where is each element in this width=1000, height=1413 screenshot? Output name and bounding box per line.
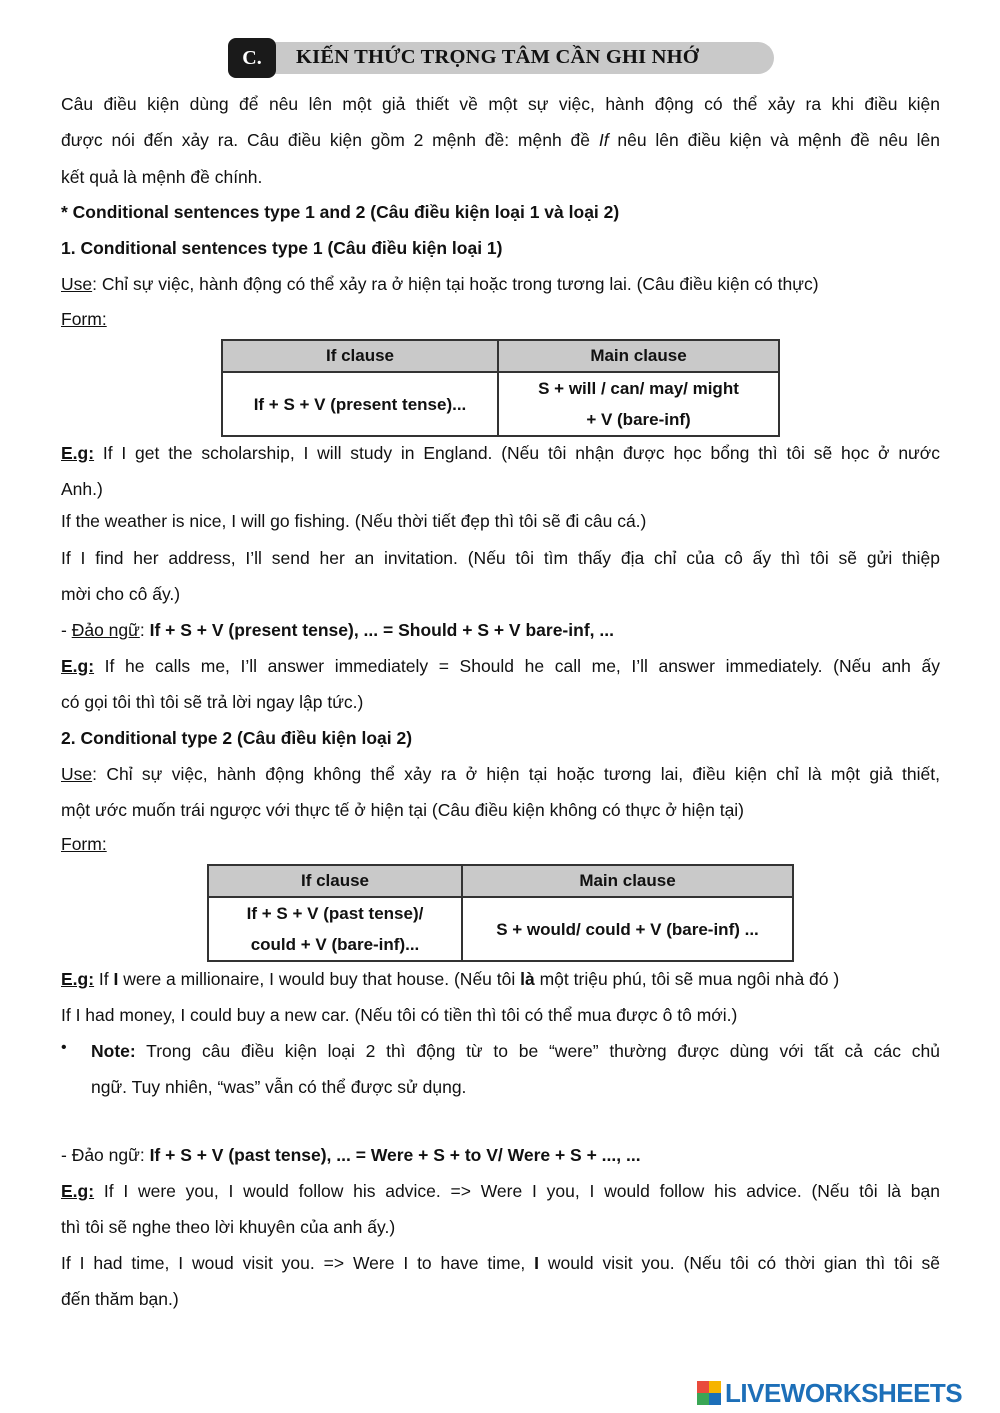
type2-note: Note: Trong câu điều kiện loại 2 thì động từ to be “were” thường được dùng với tất cả các chủ [91, 1041, 940, 1061]
table-header-if: If clause [208, 865, 462, 897]
if-clause-cell: If + S + V (past tense)/ could + V (bare-inf)... [208, 897, 462, 961]
type2-example-1: E.g: If I were a millionaire, I would buy that house. (Nếu tôi là một triệu phú, tôi sẽ mua ngôi nhà đó ) [61, 969, 840, 989]
type2-form-table [207, 864, 794, 962]
type1-inversion-example: E.g: If he calls me, I’ll answer immediately = Should he call me, I’ll answer immediately. (Nếu anh ấy [61, 656, 940, 676]
watermark-text: LIVEWORKSHEETS [725, 1377, 963, 1408]
note-bullet: • [61, 1039, 67, 1056]
type2-inversion-example-1-cont: thì tôi sẽ nghe theo lời khuyên của anh ấy.) [61, 1217, 396, 1237]
section-header [228, 38, 776, 78]
type2-inversion-rule: - Đảo ngữ: If + S + V (past tense), ... = Were + S + to V/ Were + S + ..., ... [61, 1145, 641, 1165]
table-header-if: If clause [222, 340, 498, 372]
liveworksheets-logo-icon [697, 1381, 721, 1405]
type1-form-label: Form: [61, 309, 107, 329]
section-heading: * Conditional sentences type 1 and 2 (Câu điều kiện loại 1 và loại 2) [61, 202, 620, 222]
type1-heading: 1. Conditional sentences type 1 (Câu điều kiện loại 1) [61, 238, 503, 258]
type1-example-1: E.g: If I get the scholarship, I will study in England. (Nếu tôi nhận được học bổng thì tôi sẽ học ở nước [61, 443, 940, 463]
if-clause-cell: If + S + V (present tense)... [222, 372, 498, 436]
type1-form-table [221, 339, 780, 437]
section-title: KIẾN THỨC TRỌNG TÂM CẦN GHI NHỚ [296, 46, 699, 68]
type2-use: Use: Chỉ sự việc, hành động không thể xảy ra ở hiện tại hoặc tương lai, điều kiện chỉ là một giả thiết, [61, 764, 940, 784]
table-header-row [222, 340, 779, 372]
type1-example-3-cont: mời cho cô ấy.) [61, 584, 181, 604]
type2-use-cont: một ước muốn trái ngược với thực tế ở hiện tại (Câu điều kiện không có thực ở hiện tại) [61, 800, 745, 820]
table-header-main: Main clause [462, 865, 793, 897]
type2-heading: 2. Conditional type 2 (Câu điều kiện loại 2) [61, 728, 413, 748]
type2-inversion-example-2: If I had time, I woud visit you. => Were I to have time, I would visit you. (Nếu tôi có thời gian thì tôi sẽ [61, 1253, 940, 1273]
type2-note-cont: ngữ. Tuy nhiên, “was” vẫn có thể được sử dụng. [91, 1077, 467, 1097]
main-clause-cell: S + would/ could + V (bare-inf) ... [462, 897, 793, 961]
table-row [222, 372, 779, 436]
type2-form-label: Form: [61, 834, 107, 854]
type1-example-2: If the weather is nice, I will go fishing. (Nếu thời tiết đẹp thì tôi sẽ đi câu cá.) [61, 511, 647, 531]
type1-example-3: If I find her address, I’ll send her an invitation. (Nếu tôi tìm thấy địa chỉ của cô ấy thì tôi sẽ gửi thiệp [61, 548, 940, 568]
table-row [208, 897, 793, 961]
liveworksheets-watermark [697, 1378, 962, 1408]
type1-inversion-example-cont: có gọi tôi thì tôi sẽ trả lời ngay lập tức.) [61, 692, 364, 712]
intro-line-2: được nói đến xảy ra. Câu điều kiện gồm 2 mệnh đề: mệnh đề If nêu lên điều kiện và mệnh đề nêu lên [61, 130, 940, 150]
intro-line-3: kết quả là mệnh đề chính. [61, 167, 263, 187]
main-clause-cell: S + will / can/ may/ might + V (bare-inf) [498, 372, 779, 436]
type1-use: Use: Chỉ sự việc, hành động có thể xảy ra ở hiện tại hoặc trong tương lai. (Câu điều kiện có thực) [61, 274, 819, 294]
table-header-main: Main clause [498, 340, 779, 372]
type1-example-1-cont: Anh.) [61, 479, 103, 499]
type1-inversion-rule: - Đảo ngữ: If + S + V (present tense), ... = Should + S + V bare-inf, ... [61, 620, 614, 640]
table-header-row [208, 865, 793, 897]
type2-inversion-example-2-cont: đến thăm bạn.) [61, 1289, 179, 1309]
intro-line-1: Câu điều kiện dùng để nêu lên một giả thiết về một sự việc, hành động có thể xảy ra khi điều kiện [61, 94, 940, 114]
section-badge: C. [228, 38, 276, 78]
type2-example-2: If I had money, I could buy a new car. (Nếu tôi có tiền thì tôi có thể mua được ô tô mới.) [61, 1005, 738, 1025]
type2-inversion-example-1: E.g: If I were you, I would follow his advice. => Were I you, I would follow his advice. (Nếu tôi là bạn [61, 1181, 940, 1201]
